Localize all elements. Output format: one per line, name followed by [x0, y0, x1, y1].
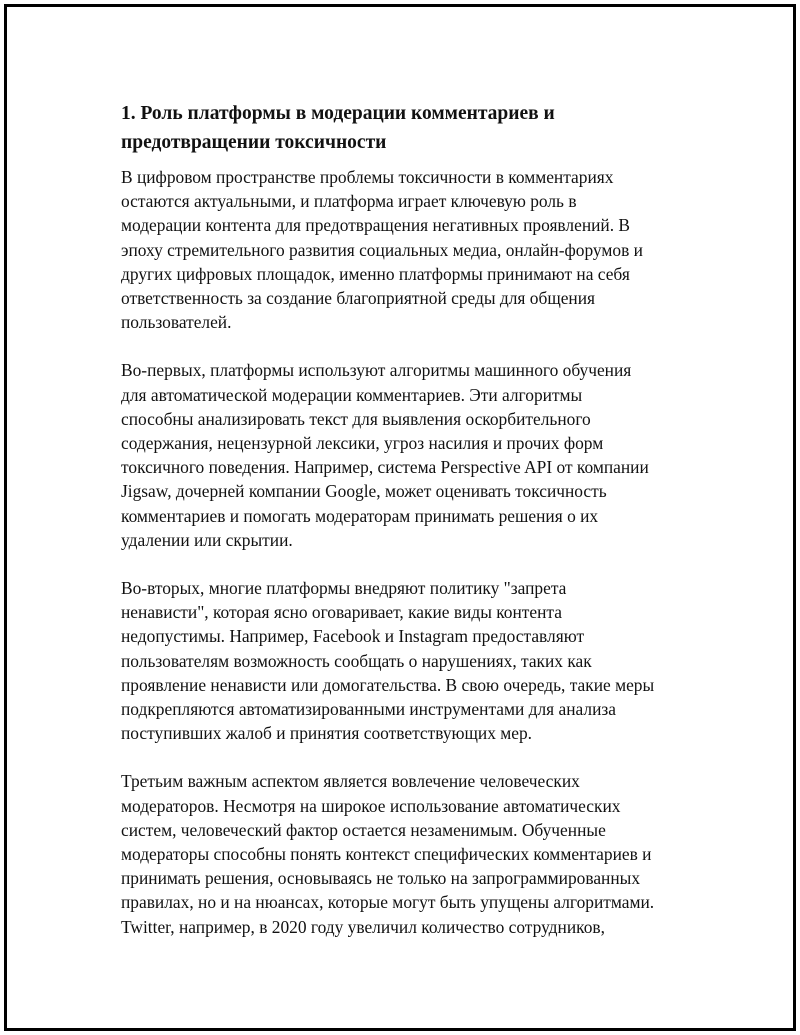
section-heading: 1. Роль платформы в модерации комментариев и предотвращении токсичности: [121, 103, 555, 153]
paragraph-intro: В цифровом пространстве проблемы токсичности в комментариях остаются актуальными, и платформа играет ключевую роль в модерации контента для предотвращения негативных проявлений. В эпоху стремительного развития социальных медиа, онлайн-форумов и других цифровых площадок, именно платформы принимают на себя ответственность за создание благоприятной среды для общения пользователей.: [121, 167, 643, 333]
paragraph-first-point: Во-первых, платформы используют алгоритмы машинного обучения для автоматической модерации комментариев. Эти алгоритмы способны анализировать текст для выявления оскорбительного содержания, нецензурной лексики, угроз насилия и прочих форм токсичного поведения. Например, система Perspective API от компании Jigsaw, дочерней компании Google, может оценивать токсичность комментариев и помогать модераторам принимать решения о их удалении или скрытии.: [121, 360, 649, 550]
document-body: [121, 99, 701, 963]
paragraph-second-point: Во-вторых, многие платформы внедряют политику "запрета ненависти", которая ясно оговаривает, какие виды контента недопустимы. Например, Facebook и Instagram предоставляют пользователям возможность сообщать о нарушениях, таких как проявление ненависти или домогательства. В свою очередь, такие меры подкрепляются автоматизированными инструментами для анализа поступивших жалоб и принятия соответствующих мер.: [121, 578, 655, 744]
document-page: [4, 4, 796, 1031]
paragraph-third-point: Третьим важным аспектом является вовлечение человеческих модераторов. Несмотря на широкое использование автоматических систем, человеческий фактор остается незаменимым. Обученные модераторы способны понять контекст специфических комментариев и принимать решения, основываясь не только на запрограммированных правилах, но и на нюансах, которые могут быть упущены алгоритмами. Twitter, например, в 2020 году увеличил количество сотрудников,: [121, 771, 655, 937]
